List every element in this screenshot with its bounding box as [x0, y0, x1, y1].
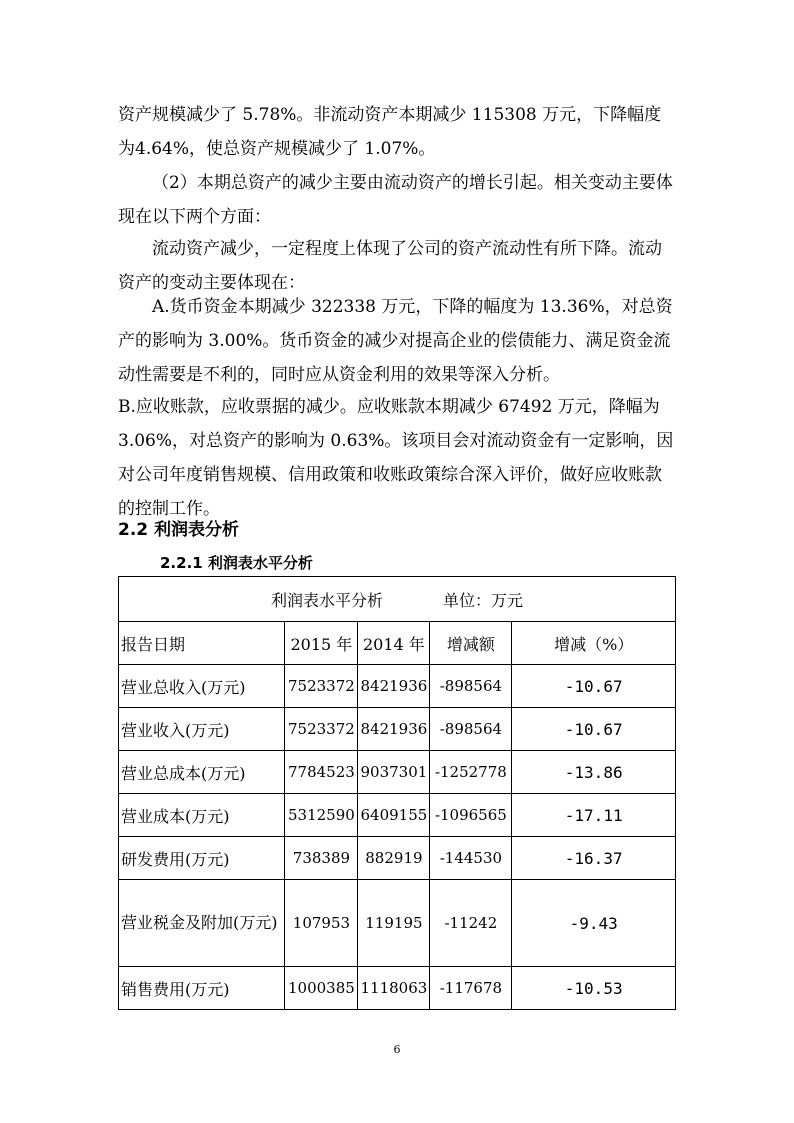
cell-change: -898564 [430, 665, 512, 708]
table-row [119, 794, 676, 837]
income-statement-table [118, 576, 676, 1010]
cell-change: -11242 [430, 880, 512, 967]
cell-change: -144530 [430, 837, 512, 880]
cell-change: -117678 [430, 967, 512, 1010]
cell-2014: 1118063 [358, 967, 430, 1010]
subsection-heading: 2.2.1 利润表水平分析 [160, 554, 313, 572]
header-2015: 2015 年 [285, 622, 358, 665]
cell-change: -1252778 [430, 751, 512, 794]
cell-percent: -13.86 [512, 751, 676, 794]
table-header-row [119, 622, 676, 665]
cell-2015: 1000385 [285, 967, 358, 1010]
row-label: 营业收入(万元) [119, 708, 285, 751]
table-caption-row [119, 577, 676, 622]
row-label: 研发费用(万元) [119, 837, 285, 880]
header-change-amount: 增减额 [430, 622, 512, 665]
cell-2014: 9037301 [358, 751, 430, 794]
row-label: 营业成本(万元) [119, 794, 285, 837]
table-unit: 单位：万元 [443, 590, 524, 610]
table-row [119, 751, 676, 794]
table-row [119, 967, 676, 1010]
cell-percent: -10.67 [512, 708, 676, 751]
cell-2015: 5312590 [285, 794, 358, 837]
header-report-date: 报告日期 [119, 622, 285, 665]
header-2014: 2014 年 [358, 622, 430, 665]
cell-2014: 8421936 [358, 665, 430, 708]
header-change-percent: 增减（%） [512, 622, 676, 665]
cell-2015: 107953 [285, 880, 358, 967]
cell-2015: 738389 [285, 837, 358, 880]
paragraph-monetary-funds: A.货币资金本期减少 322338 万元，下降的幅度为 13.36%，对总资产的影响为 3.00%。货币资金的减少对提高企业的偿债能力、满足资金流动性需要是不利的，同时应从资金利用的效果等深入分析。 [118, 297, 673, 385]
cell-2015: 7523372 [285, 665, 358, 708]
cell-percent: -16.37 [512, 837, 676, 880]
table-row [119, 708, 676, 751]
row-label: 营业总成本(万元) [119, 751, 285, 794]
table-row [119, 837, 676, 880]
cell-2015: 7784523 [285, 751, 358, 794]
table-caption [119, 577, 676, 622]
cell-change: -1096565 [430, 794, 512, 837]
cell-2014: 8421936 [358, 708, 430, 751]
cell-percent: -10.67 [512, 665, 676, 708]
paragraph-continued: 资产规模减少了 5.78%。非流动资产本期减少 115308 万元，下降幅度为4.64%，使总资产规模减少了 1.07%。 [118, 105, 662, 159]
page-number: 6 [393, 1043, 401, 1056]
row-label: 销售费用(万元) [119, 967, 285, 1010]
section-heading: 2.2 利润表分析 [118, 520, 240, 540]
cell-percent: -9.43 [512, 880, 676, 967]
row-label: 营业总收入(万元) [119, 665, 285, 708]
cell-2014: 119195 [358, 880, 430, 967]
cell-2014: 6409155 [358, 794, 430, 837]
table-row [119, 880, 676, 967]
cell-2015: 7523372 [285, 708, 358, 751]
table-title: 利润表水平分析 [270, 590, 383, 610]
paragraph-total-assets-decrease: （2）本期总资产的减少主要由流动资产的增长引起。相关变动主要体现在以下两个方面： [118, 173, 673, 227]
table-row [119, 665, 676, 708]
cell-change: -898564 [430, 708, 512, 751]
paragraph-receivables: B.应收账款，应收票据的减少。应收账款本期减少 67492 万元，降幅为 3.06%，对总资产的影响为 0.63%。该项目会对流动资金有一定影响，因对公司年度销售规模、信用政策和收账政策综合深入评价，做好应收账款的控制工作。 [118, 397, 674, 519]
row-label: 营业税金及附加(万元) [119, 880, 285, 967]
cell-percent: -17.11 [512, 794, 676, 837]
paragraph-current-assets: 流动资产减少，一定程度上体现了公司的资产流动性有所下降。流动资产的变动主要体现在： [118, 239, 662, 293]
cell-percent: -10.53 [512, 967, 676, 1010]
cell-2014: 882919 [358, 837, 430, 880]
